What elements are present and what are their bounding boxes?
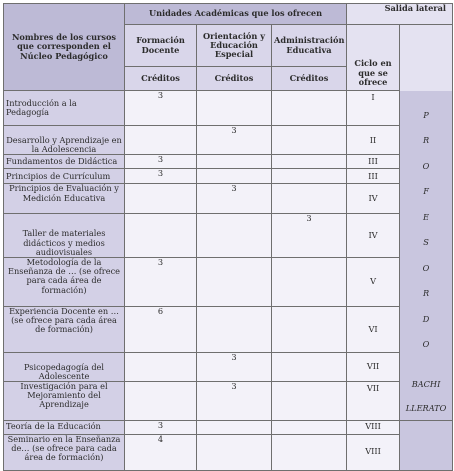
profesorado-letter: O <box>422 160 430 171</box>
table-row <box>4 381 453 420</box>
table-row <box>4 307 453 353</box>
course-name: Principios de Evaluación y Medición Educativa <box>4 184 125 213</box>
profesorado-letter: O <box>422 262 430 273</box>
credit-ae <box>272 258 347 307</box>
course-name: Introducción a la Pedagogía <box>4 91 125 126</box>
courses-header: Nombres de los cursos que corresponden el Núcleo Pedagógico <box>4 4 125 91</box>
credit-ae <box>272 381 347 420</box>
credits-header-ae: Créditos <box>272 67 347 91</box>
cycle-cell: I <box>347 91 400 126</box>
table-row <box>4 213 453 257</box>
profesorado-letter: D <box>422 313 430 324</box>
credit-ae <box>272 307 347 353</box>
credit-oe <box>197 169 272 184</box>
course-name: Experiencia Docente en … (se ofrece para cada área de formación) <box>4 307 125 353</box>
course-name: Desarrollo y Aprendizaje en la Adolescencia <box>4 126 125 155</box>
lateral-spacer <box>400 25 453 91</box>
credit-fd: 4 <box>125 434 197 470</box>
credit-fd: 3 <box>125 91 197 126</box>
cycle-cell: IV <box>347 213 400 257</box>
credit-ae <box>272 91 347 126</box>
credit-oe <box>197 213 272 257</box>
cycle-cell: IV <box>347 184 400 213</box>
course-name: Metodología de la Enseñanza de … (se ofrece para cada área de formación) <box>4 258 125 307</box>
credit-oe <box>197 258 272 307</box>
credit-fd <box>125 213 197 257</box>
table-row <box>4 126 453 155</box>
cycle-cell: VII <box>347 381 400 420</box>
bachillerato-label: BACHI LLERATO <box>405 378 447 413</box>
profesorado-letter: O <box>422 339 430 349</box>
cycle-cell: VIII <box>347 434 400 470</box>
credit-oe: 3 <box>197 381 272 420</box>
profesorado-letter: F <box>423 186 429 196</box>
credit-oe: 3 <box>197 126 272 155</box>
profesorado-letter: P <box>423 109 429 120</box>
credit-oe: 3 <box>197 352 272 381</box>
profesorado-letter: R <box>422 135 430 145</box>
course-name: Teoría de la Educación <box>4 420 125 434</box>
table-row <box>4 352 453 381</box>
credit-oe <box>197 155 272 169</box>
pedagogical-core-table <box>3 3 453 471</box>
credit-fd: 3 <box>125 258 197 307</box>
credit-oe: 3 <box>197 184 272 213</box>
cycle-cell: III <box>347 155 400 169</box>
cycle-cell: II <box>347 126 400 155</box>
lateral-profesorado <box>400 91 453 421</box>
credit-fd <box>125 126 197 155</box>
table-row <box>4 420 453 434</box>
credit-ae <box>272 155 347 169</box>
lateral-header: Salida lateral <box>347 4 453 25</box>
units-header: Unidades Académicas que los ofrecen <box>125 4 347 25</box>
credit-oe <box>197 307 272 353</box>
cycle-cell: III <box>347 169 400 184</box>
course-name: Investigación para el Mejoramiento del Aprendizaje <box>4 381 125 420</box>
credit-ae <box>272 169 347 184</box>
credit-ae <box>272 420 347 434</box>
table-row <box>4 184 453 213</box>
credits-header-oe: Créditos <box>197 67 272 91</box>
table-row <box>4 155 453 169</box>
unit-administracion: Administración Educativa <box>272 25 347 67</box>
credit-fd: 6 <box>125 307 197 353</box>
credit-oe <box>197 91 272 126</box>
table-row <box>4 169 453 184</box>
course-name: Principios de Currículum <box>4 169 125 184</box>
credit-fd: 3 <box>125 169 197 184</box>
credit-fd <box>125 352 197 381</box>
table-row <box>4 91 453 126</box>
credit-ae <box>272 184 347 213</box>
course-name: Psicopedagogía del Adolescente <box>4 352 125 381</box>
credits-header-fd: Créditos <box>125 67 197 91</box>
table-row <box>4 434 453 470</box>
credit-ae: 3 <box>272 213 347 257</box>
course-name: Fundamentos de Didáctica <box>4 155 125 169</box>
table-row <box>4 258 453 307</box>
unit-formacion-docente: Formación Docente <box>125 25 197 67</box>
lateral-empty <box>400 420 453 470</box>
credit-ae <box>272 434 347 470</box>
credit-ae <box>272 126 347 155</box>
course-name: Taller de materiales didácticos y medios audiovisuales <box>4 213 125 257</box>
cycle-cell: VIII <box>347 420 400 434</box>
course-name: Seminario en la Enseñanza de… (se ofrece para cada área de formación) <box>4 434 125 470</box>
credit-oe <box>197 434 272 470</box>
credit-fd: 3 <box>125 155 197 169</box>
credit-fd <box>125 381 197 420</box>
credit-oe <box>197 420 272 434</box>
credit-fd: 3 <box>125 420 197 434</box>
profesorado-letter: R <box>422 288 430 298</box>
credit-ae <box>272 352 347 381</box>
cycle-cell: VII <box>347 352 400 381</box>
unit-orientacion: Orientación y Educación Especial <box>197 25 272 67</box>
credit-fd <box>125 184 197 213</box>
cycle-header: Ciclo en que se ofrece <box>347 25 400 91</box>
profesorado-letter: S <box>423 237 429 247</box>
cycle-cell: V <box>347 258 400 307</box>
cycle-cell: VI <box>347 307 400 353</box>
profesorado-letter: E <box>423 211 430 222</box>
